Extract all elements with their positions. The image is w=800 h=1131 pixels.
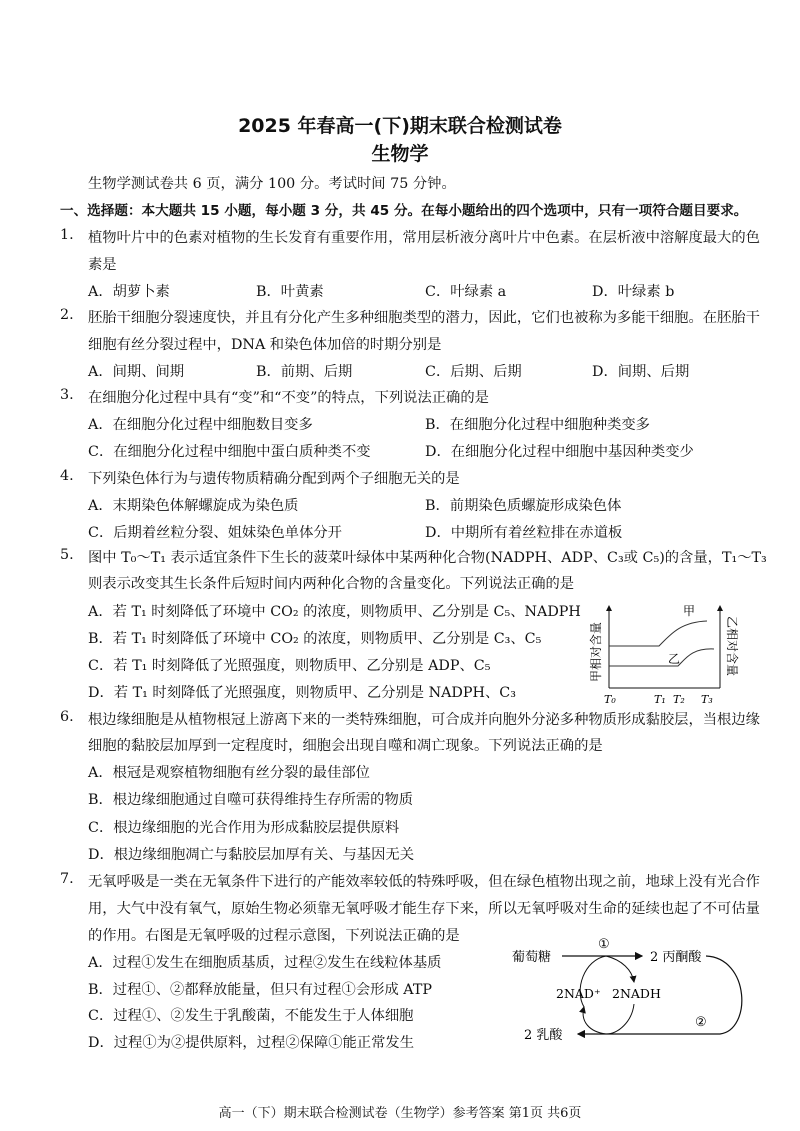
question-number: 6. <box>60 709 74 725</box>
option-a: A．过程①发生在细胞质基质，过程②发生在线粒体基质 <box>88 955 442 971</box>
question-text: 植物叶片中的色素对植物的生长发育有重要作用，常用层析液分离叶片中色素。在层析液中溶解度最大的色 <box>88 230 760 246</box>
question-text: 则表示改变其生长条件后短时间内两种化合物的含量变化。下列说法正确的是 <box>88 576 575 592</box>
page-footer: 高一（下）期末联合检测试卷（生物学）参考答案 第1页 共6页 <box>218 1106 582 1121</box>
question-text: 的作用。右图是无氧呼吸的过程示意图，下列说法正确的是 <box>88 928 460 944</box>
option-b: B．前期染色质螺旋形成染色体 <box>425 498 622 514</box>
option-c: C．过程①、②发生于乳酸菌，不能发生于人体细胞 <box>88 1008 414 1024</box>
glucose-label: 葡萄糖 <box>512 950 552 965</box>
question-number: 1. <box>60 227 74 243</box>
question-text: 在细胞分化过程中具有“变”和“不变”的特点，下列说法正确的是 <box>88 390 489 406</box>
option-b: B．前期、后期 <box>256 364 353 380</box>
pyruvate-label: 2 丙酮酸 <box>650 950 702 965</box>
option-b: B．根边缘细胞通过自噬可获得维持生存所需的物质 <box>88 792 414 808</box>
option-d: D．间期、后期 <box>592 364 690 380</box>
y-left-label: 甲相对含量 <box>589 621 603 682</box>
question-text: 图中 T₀～T₁ 表示适宜条件下生长的菠菜叶绿体中某两种化合物(NADPH、ADP、C₃或 C₅)的含量，T₁～T₃ <box>88 550 767 566</box>
option-a: A．间期、间期 <box>88 364 185 380</box>
exam-title: 2025 年春高一(下)期末联合检测试卷 <box>238 115 562 137</box>
intro-text: 生物学测试卷共 6 页，满分 100 分。考试时间 75 分钟。 <box>88 176 456 192</box>
option-c: C．后期着丝粒分裂、姐妹染色单体分开 <box>88 525 342 541</box>
tick-t1: T₁ <box>654 693 666 706</box>
content-curve-chart <box>570 590 750 710</box>
option-a: A．若 T₁ 时刻降低了环境中 CO₂ 的浓度，则物质甲、乙分别是 C₅、NADPH <box>88 604 581 620</box>
option-d: D．中期所有着丝粒排在赤道板 <box>425 525 623 541</box>
nad-label: 2NAD⁺ <box>556 986 601 1001</box>
question-number: 7. <box>60 871 74 887</box>
option-d: D．过程①为②提供原料，过程②保障①能正常发生 <box>88 1035 414 1051</box>
question-text: 根边缘细胞是从植物根冠上游离下来的一类特殊细胞，可合成并向胞外分泌多种物质形成黏胶层，当根边缘 <box>88 712 760 728</box>
question-text: 下列染色体行为与遗传物质精确分配到两个子细胞无关的是 <box>88 471 460 487</box>
question-text: 胚胎干细胞分裂速度快，并且有分化产生多种细胞类型的潜力，因此，它们也被称为多能干细胞。在胚胎干 <box>88 310 760 326</box>
option-c: C．叶绿素 a <box>425 284 507 300</box>
question-number: 5. <box>60 547 74 563</box>
tick-t0: T₀ <box>604 693 616 706</box>
option-d: D．根边缘细胞凋亡与黏胶层加厚有关、与基因无关 <box>88 847 414 863</box>
anaerobic-respiration-diagram <box>490 930 752 1050</box>
question-number: 2. <box>60 307 74 323</box>
curve-jia-label: 甲 <box>683 604 696 618</box>
question-number: 3. <box>60 387 74 403</box>
tick-t2: T₂ <box>673 693 685 706</box>
tick-t3: T₃ <box>701 693 713 706</box>
question-number: 4. <box>60 468 74 484</box>
option-c: C．若 T₁ 时刻降低了光照强度，则物质甲、乙分别是 ADP、C₅ <box>88 658 491 674</box>
step1-label: ① <box>598 937 610 952</box>
option-a: A．在细胞分化过程中细胞数目变多 <box>88 417 313 433</box>
question-text: 素是 <box>88 257 117 273</box>
option-d: D．若 T₁ 时刻降低了光照强度，则物质甲、乙分别是 NADPH、C₃ <box>88 685 516 701</box>
option-a: A．胡萝卜素 <box>88 284 170 300</box>
option-a: A．根冠是观察植物细胞有丝分裂的最佳部位 <box>88 765 370 781</box>
question-text: 无氧呼吸是一类在无氧条件下进行的产能效率较低的特殊呼吸，但在绿色植物出现之前，地球上没有光合作 <box>88 874 760 890</box>
nadh-label: 2NADH <box>612 986 661 1001</box>
option-a: A．末期染色体解螺旋成为染色质 <box>88 498 299 514</box>
lactate-label: 2 乳酸 <box>524 1028 563 1043</box>
option-d: D．在细胞分化过程中细胞中基因种类变少 <box>425 444 694 460</box>
option-c: C．根边缘细胞的光合作用为形成黏胶层提供原料 <box>88 820 400 836</box>
step2-label: ② <box>695 1015 707 1030</box>
option-b: B．过程①、②都释放能量，但只有过程①会形成 ATP <box>88 982 432 998</box>
option-b: B．若 T₁ 时刻降低了环境中 CO₂ 的浓度，则物质甲、乙分别是 C₃、C₅ <box>88 631 542 647</box>
option-c: C．后期、后期 <box>425 364 522 380</box>
question-text: 用，大气中没有氧气，原始生物必须靠无氧呼吸才能生存下来，所以无氧呼吸对生命的延续也起了不可估量 <box>88 901 760 917</box>
option-b: B．叶黄素 <box>256 284 324 300</box>
option-b: B．在细胞分化过程中细胞种类变多 <box>425 417 650 433</box>
option-c: C．在细胞分化过程中细胞中蛋白质种类不变 <box>88 444 371 460</box>
curve-yi <box>609 649 714 666</box>
question-text: 细胞有丝分裂过程中，DNA 和染色体加倍的时期分别是 <box>88 337 442 353</box>
exam-subject: 生物学 <box>371 143 429 165</box>
section-header: 一、选择题：本大题共 15 小题，每小题 3 分，共 45 分。在每小题给出的四个选项中，只有一项符合题目要求。 <box>60 203 748 219</box>
y-right-label: 乙相对含量 <box>725 616 739 677</box>
option-d: D．叶绿素 b <box>592 284 675 300</box>
curve-jia <box>609 621 707 646</box>
nad-cycle-arrow-bottom <box>583 1004 634 1034</box>
question-text: 细胞的黏胶层加厚到一定程度时，细胞会出现自噬和凋亡现象。下列说法正确的是 <box>88 738 603 754</box>
curve-yi-label: 乙 <box>668 652 681 666</box>
